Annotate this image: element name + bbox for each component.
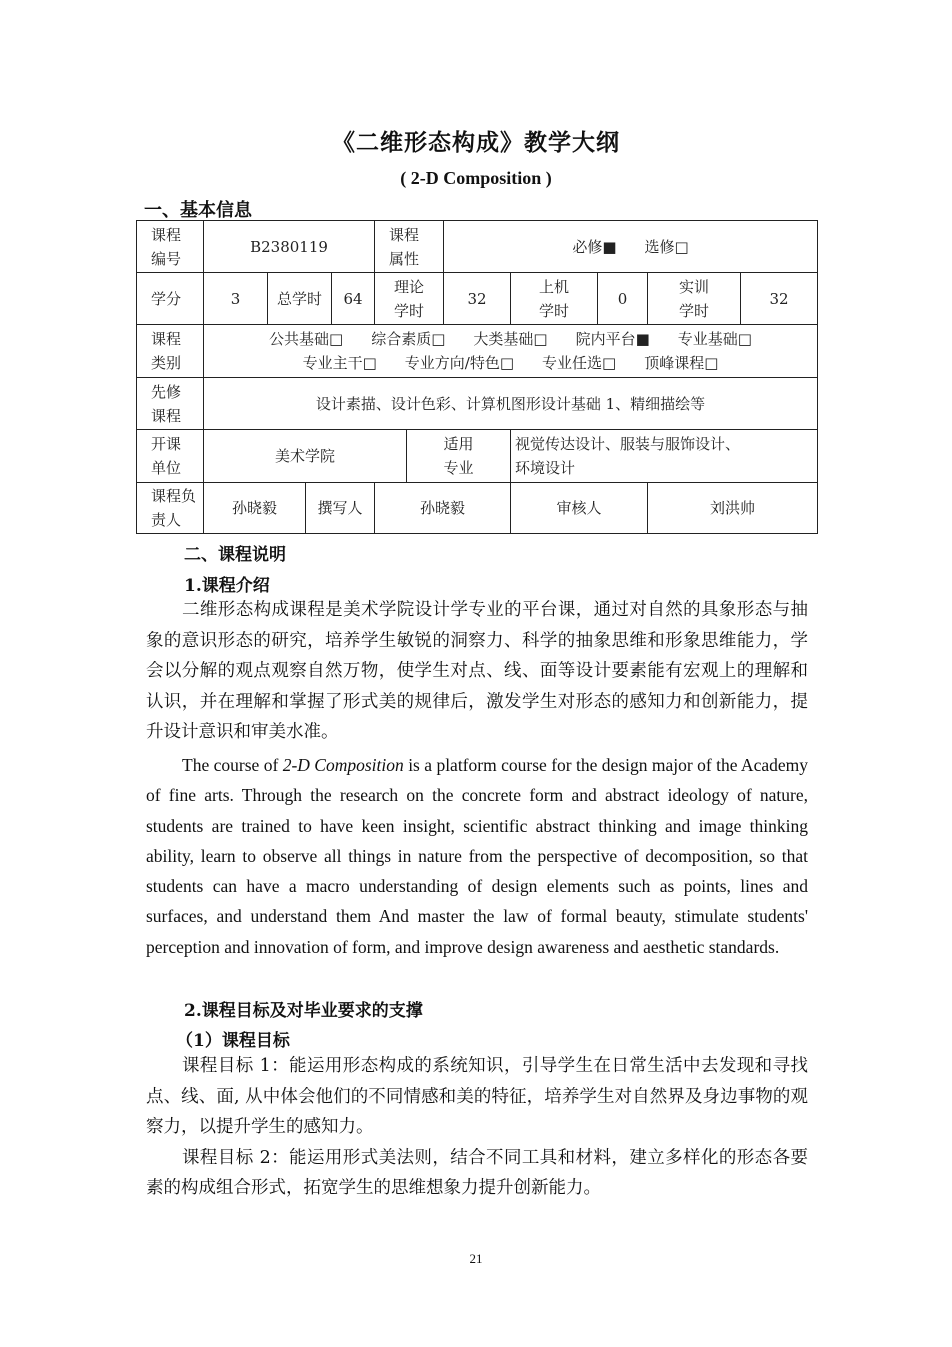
intro-en-paragraph [146, 750, 808, 962]
total-hours-label: 总学时 [268, 273, 332, 325]
category-option: 综合素质□ [371, 330, 446, 348]
intro-en-after: is a platform course for the design major of the Academy of fine arts. Through the research on the concrete form and abstract ideology of nature, students are trained to have keen insight, scientific abstract thinking and image thinking ability, learn to observe all things in nature from the perspective of decomposition, so that students can have a macro understanding of design elements such as points, lines and surfaces, and understand them And master the law of formal beauty, stimulate students' perception and innovation of form, and improve design awareness and aesthetic standards. [146, 755, 808, 957]
practice-hours-label: 实训 学时 [648, 273, 741, 325]
total-hours-value: 64 [332, 273, 375, 325]
goals-text [146, 1051, 808, 1204]
reviewer-value: 刘洪帅 [648, 483, 818, 534]
subheading-course-goals: 2.课程目标及对毕业要求的支撑 [184, 1001, 423, 1021]
subheading-goals-sub: （1）课程目标 [176, 1031, 290, 1051]
leader-label: 课程负 责人 [137, 483, 204, 534]
page-number: 21 [469, 1251, 483, 1266]
intro-chinese [146, 595, 808, 748]
course-attr-label: 课程 属性 [375, 221, 444, 273]
intro-english [146, 750, 808, 962]
theory-hours-label: 理论 学时 [375, 273, 444, 325]
reviewer-label: 审核人 [511, 483, 648, 534]
document-title: 《二维形态构成》教学大纲 [332, 129, 620, 156]
category-label: 课程 类别 [137, 325, 204, 378]
document-subtitle: ( 2-D Composition ) [400, 168, 552, 188]
category-option: 专业基础□ [677, 330, 752, 348]
practice-hours-value: 32 [741, 273, 818, 325]
majors-value: 视觉传达设计、服装与服饰设计、 环境设计 [511, 430, 818, 483]
category-option: 专业主干□ [302, 354, 377, 372]
section-heading-course-description: 二、课程说明 [184, 545, 286, 565]
category-line-1 [208, 327, 813, 351]
credits-value: 3 [204, 273, 268, 325]
category-value [204, 325, 818, 378]
goal-1-paragraph: 课程目标 1：能运用形态构成的系统知识，引导学生在日常生活中去发现和寻找点、线、面, 从中体会他们的不同情感和美的特征，培养学生对自然界及身边事物的观察力，以提升学生的感知力。 [146, 1056, 808, 1137]
category-option: 专业任选□ [542, 354, 617, 372]
writer-value: 孙晓毅 [375, 483, 511, 534]
leader-value: 孙晓毅 [204, 483, 306, 534]
section-heading-basic-info: 一、基本信息 [144, 200, 252, 221]
goal-2-paragraph: 课程目标 2：能运用形式美法则，结合不同工具和材料，建立多样化的形态各要素的构成组合形式，拓宽学生的思维想象力提升创新能力。 [146, 1147, 808, 1198]
subheading-course-intro: 1.课程介绍 [184, 576, 270, 596]
credits-label: 学分 [137, 273, 204, 325]
course-code-label: 课程 编号 [137, 221, 204, 273]
category-option: 大类基础□ [473, 330, 548, 348]
category-line-2 [208, 351, 813, 375]
prereq-label: 先修 课程 [137, 378, 204, 430]
category-option: 专业方向/特色□ [404, 354, 515, 372]
course-code-value: B2380119 [204, 221, 375, 273]
writer-label: 撰写人 [306, 483, 375, 534]
prereq-value: 设计素描、设计色彩、计算机图形设计基础 1、精细描绘等 [204, 378, 818, 430]
intro-en-before: The course of [182, 755, 283, 775]
majors-label: 适用 专业 [407, 430, 511, 483]
computer-hours-value: 0 [598, 273, 648, 325]
dept-value: 美术学院 [204, 430, 407, 483]
intro-en-course-name: 2-D Composition [282, 755, 404, 775]
course-attr-value [444, 221, 818, 273]
course-attr-elective: 选修□ [644, 237, 689, 256]
intro-cn-paragraph: 二维形态构成课程是美术学院设计学专业的平台课，通过对自然的具象形态与抽象的意识形态的研究，培养学生敏锐的洞察力、科学的抽象思维和形象思维能力，学会以分解的观点观察自然万物，使学生对点、线、面等设计要素能有宏观上的理解和认识，并在理解和掌握了形式美的规律后，激发学生对形态的感知力和创新能力，提升设计意识和审美水准。 [146, 600, 808, 742]
category-option: 院内平台■ [575, 330, 650, 348]
course-attr-required: 必修■ [572, 237, 617, 256]
computer-hours-label: 上机 学时 [511, 273, 598, 325]
category-option: 顶峰课程□ [644, 354, 719, 372]
category-option: 公共基础□ [269, 330, 344, 348]
dept-label: 开课 单位 [137, 430, 204, 483]
theory-hours-value: 32 [444, 273, 511, 325]
course-info-table [136, 220, 818, 534]
